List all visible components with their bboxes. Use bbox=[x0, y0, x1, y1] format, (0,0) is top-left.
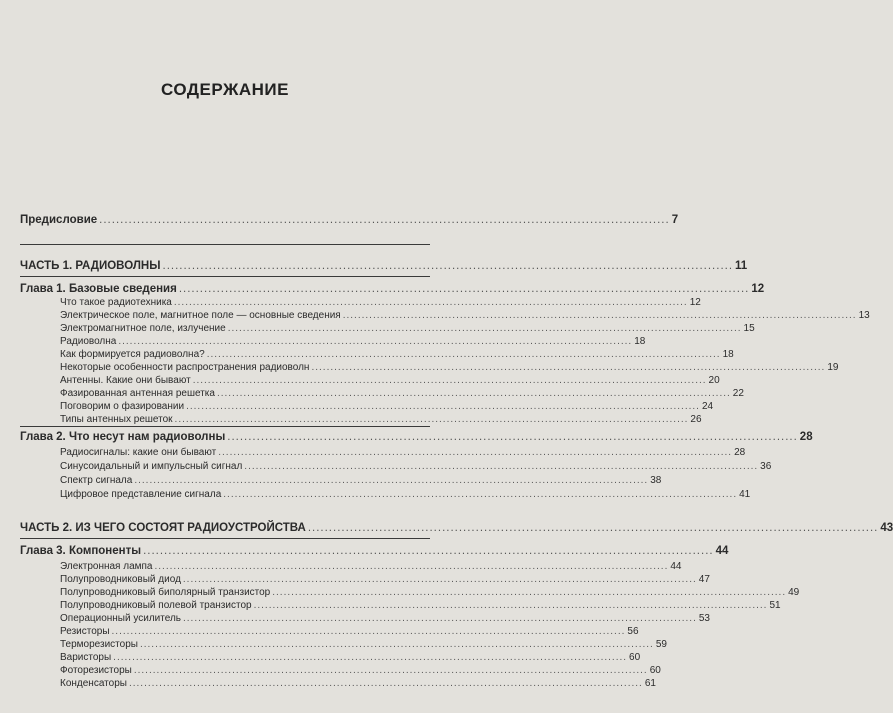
toc-entry-section bbox=[60, 400, 714, 412]
toc-entry-page: 11 bbox=[735, 260, 748, 272]
section-divider bbox=[20, 538, 430, 539]
toc-entry-section bbox=[60, 348, 734, 360]
toc-entry-label: Глава 2. Что несут нам радиоволны bbox=[20, 431, 226, 443]
toc-entry-page: 51 bbox=[769, 600, 781, 611]
toc-entry-page: 28 bbox=[734, 447, 746, 458]
leader-dots: ........................................................................................................................................ bbox=[111, 626, 626, 637]
toc-entry-label: Спектр сигнала bbox=[60, 475, 133, 486]
toc-entry-label: Полупроводниковый биполярный транзистор bbox=[60, 587, 271, 598]
toc-entry-section bbox=[60, 335, 646, 347]
toc-entry-page: 12 bbox=[751, 283, 765, 295]
leader-dots: ........................................................................................................................................ bbox=[118, 336, 633, 347]
toc-entry-section bbox=[60, 651, 641, 663]
toc-entry-page: 13 bbox=[858, 310, 870, 321]
toc-entry-section bbox=[60, 599, 781, 611]
leader-dots: ........................................................................................................................................ bbox=[186, 401, 700, 412]
toc-entry-label: Поговорим о фазировании bbox=[60, 401, 185, 412]
leader-dots: ........................................................................................................................................ bbox=[223, 489, 738, 500]
toc-entry-label: Цифровое представление сигнала bbox=[60, 489, 222, 500]
toc-entry-section bbox=[60, 322, 755, 334]
toc-entry-label: Терморезисторы bbox=[60, 639, 138, 650]
toc-entry-chapter bbox=[20, 429, 813, 443]
toc-entry-page: 60 bbox=[649, 665, 661, 676]
toc-entry-section bbox=[60, 638, 667, 650]
toc-entry-section bbox=[60, 474, 662, 486]
leader-dots: ........................................................................................................................................ bbox=[99, 214, 670, 226]
toc-entry-chapter bbox=[20, 281, 765, 295]
toc-entry-section bbox=[60, 460, 772, 472]
toc-entry-label: Что такое радиотехника bbox=[60, 297, 172, 308]
toc-entry-page: 47 bbox=[698, 574, 710, 585]
toc-entry-page: 60 bbox=[629, 652, 641, 663]
leader-dots: ........................................................................................................................................ bbox=[227, 431, 798, 443]
leader-dots: ........................................................................................................................................ bbox=[133, 665, 648, 676]
toc-entry-label: Операционный усилитель bbox=[60, 613, 181, 624]
leader-dots: ........................................................................................................................................ bbox=[244, 461, 759, 472]
toc-entry-section bbox=[60, 387, 744, 399]
leader-dots: ........................................................................................................................................ bbox=[311, 362, 826, 373]
toc-entry-label: Электромагнитное поле, излучение bbox=[60, 323, 226, 334]
toc-entry-label: ЧАСТЬ 2. ИЗ ЧЕГО СОСТОЯТ РАДИОУСТРОЙСТВА bbox=[20, 522, 306, 534]
toc-entry-label: Фоторезисторы bbox=[60, 665, 132, 676]
toc-entry-section bbox=[60, 586, 800, 598]
toc-entry-label: Некоторые особенности распространения радиоволн bbox=[60, 362, 310, 373]
toc-entry-label: Как формируется радиоволна? bbox=[60, 349, 205, 360]
toc-entry-page: 18 bbox=[634, 336, 646, 347]
toc-entry-page: 19 bbox=[827, 362, 839, 373]
toc-entry-section bbox=[60, 664, 661, 676]
toc-entry-page: 26 bbox=[690, 414, 702, 425]
toc-entry-label: Синусоидальный и импульсный сигнал bbox=[60, 461, 243, 472]
toc-entry-label: Варисторы bbox=[60, 652, 112, 663]
toc-entry-section bbox=[60, 677, 656, 689]
leader-dots: ........................................................................................................................................ bbox=[162, 260, 734, 272]
section-divider bbox=[20, 276, 430, 277]
leader-dots: ........................................................................................................................................ bbox=[307, 522, 879, 534]
toc-entry-page: 24 bbox=[701, 401, 714, 412]
toc-entry-label: Фазированная антенная решетка bbox=[60, 388, 215, 399]
toc-entry-page: 20 bbox=[708, 375, 720, 386]
toc-entry-section bbox=[60, 374, 720, 386]
toc-entry-label: Глава 1. Базовые сведения bbox=[20, 283, 177, 295]
toc-entry-page: 38 bbox=[650, 475, 662, 486]
leader-dots: ........................................................................................................................................ bbox=[178, 283, 750, 295]
leader-dots: ........................................................................................................................................ bbox=[113, 652, 628, 663]
toc-entry-page: 59 bbox=[655, 639, 667, 650]
toc-entry-section bbox=[60, 296, 701, 308]
leader-dots: ........................................................................................................................................ bbox=[134, 475, 649, 486]
leader-dots: ........................................................................................................................................ bbox=[173, 297, 688, 308]
toc-entry-page: 12 bbox=[689, 297, 701, 308]
toc-entry-page: 53 bbox=[698, 613, 710, 624]
toc-entry-chapter bbox=[20, 543, 729, 557]
toc-entry-section bbox=[60, 446, 746, 458]
toc-entry-label: Конденсаторы bbox=[60, 678, 127, 689]
leader-dots: ........................................................................................................................................ bbox=[216, 388, 731, 399]
toc-entry-section bbox=[60, 488, 751, 500]
toc-entry-label: Полупроводниковый диод bbox=[60, 574, 181, 585]
toc-entry-page: 61 bbox=[644, 678, 656, 689]
toc-entry-page: 41 bbox=[739, 489, 751, 500]
toc-entry-page: 44 bbox=[715, 545, 729, 557]
toc-entry-label: Предисловие bbox=[20, 214, 98, 226]
leader-dots: ........................................................................................................................................ bbox=[174, 414, 689, 425]
leader-dots: ........................................................................................................................................ bbox=[139, 639, 654, 650]
leader-dots: ........................................................................................................................................ bbox=[192, 375, 707, 386]
toc-entry-page: 36 bbox=[760, 461, 772, 472]
toc-entry-section bbox=[60, 560, 682, 572]
leader-dots: ........................................................................................................................................ bbox=[253, 600, 768, 611]
leader-dots: ........................................................................................................................................ bbox=[218, 447, 733, 458]
toc-entry-section bbox=[60, 625, 639, 637]
toc-entry-label: Радиоволна bbox=[60, 336, 117, 347]
toc-entry-label: Электронная лампа bbox=[60, 561, 153, 572]
leader-dots: ........................................................................................................................................ bbox=[128, 678, 643, 689]
leader-dots: ........................................................................................................................................ bbox=[183, 613, 697, 624]
toc-entry-page: 28 bbox=[799, 431, 813, 443]
toc-entry-page: 7 bbox=[671, 214, 679, 226]
toc-entry-section bbox=[60, 361, 839, 373]
toc-entry-label: Резисторы bbox=[60, 626, 110, 637]
toc-entry-section bbox=[60, 309, 870, 321]
toc-entry-page: 49 bbox=[788, 587, 800, 598]
section-divider bbox=[20, 426, 430, 427]
toc-entry-label: Полупроводниковый полевой транзистор bbox=[60, 600, 252, 611]
toc-entry-page: 56 bbox=[627, 626, 639, 637]
leader-dots: ........................................................................................................................................ bbox=[143, 545, 714, 557]
leader-dots: ........................................................................................................................................ bbox=[227, 323, 742, 334]
toc-entry-page: 44 bbox=[670, 561, 682, 572]
toc-entry-page: 18 bbox=[722, 349, 734, 360]
toc-entry-label: Глава 3. Компоненты bbox=[20, 545, 142, 557]
leader-dots: ........................................................................................................................................ bbox=[182, 574, 697, 585]
section-divider bbox=[20, 244, 430, 245]
toc-entry-label: Типы антенных решеток bbox=[60, 414, 173, 425]
toc-entry-label: Электрическое поле, магнитное поле — основные сведения bbox=[60, 310, 341, 321]
page-title: СОДЕРЖАНИЕ bbox=[161, 80, 289, 99]
toc-entry-section bbox=[60, 413, 702, 425]
toc-entry-section bbox=[60, 573, 710, 585]
toc-entry-part bbox=[20, 258, 748, 272]
toc-entry-page: 22 bbox=[732, 388, 744, 399]
leader-dots: ........................................................................................................................................ bbox=[206, 349, 721, 360]
toc-entry-label: Радиосигналы: какие они бывают bbox=[60, 447, 217, 458]
toc-entry-page: 43 bbox=[880, 522, 893, 534]
toc-entry-part bbox=[20, 520, 893, 534]
toc-entry-section bbox=[60, 612, 710, 624]
leader-dots: ........................................................................................................................................ bbox=[342, 310, 857, 321]
toc-entry-label: Антенны. Какие они бывают bbox=[60, 375, 191, 386]
leader-dots: ........................................................................................................................................ bbox=[154, 561, 669, 572]
leader-dots: ........................................................................................................................................ bbox=[272, 587, 787, 598]
toc-entry-label: ЧАСТЬ 1. РАДИОВОЛНЫ bbox=[20, 260, 161, 272]
toc-entry-preface bbox=[20, 212, 679, 226]
toc-entry-page: 15 bbox=[743, 323, 755, 334]
